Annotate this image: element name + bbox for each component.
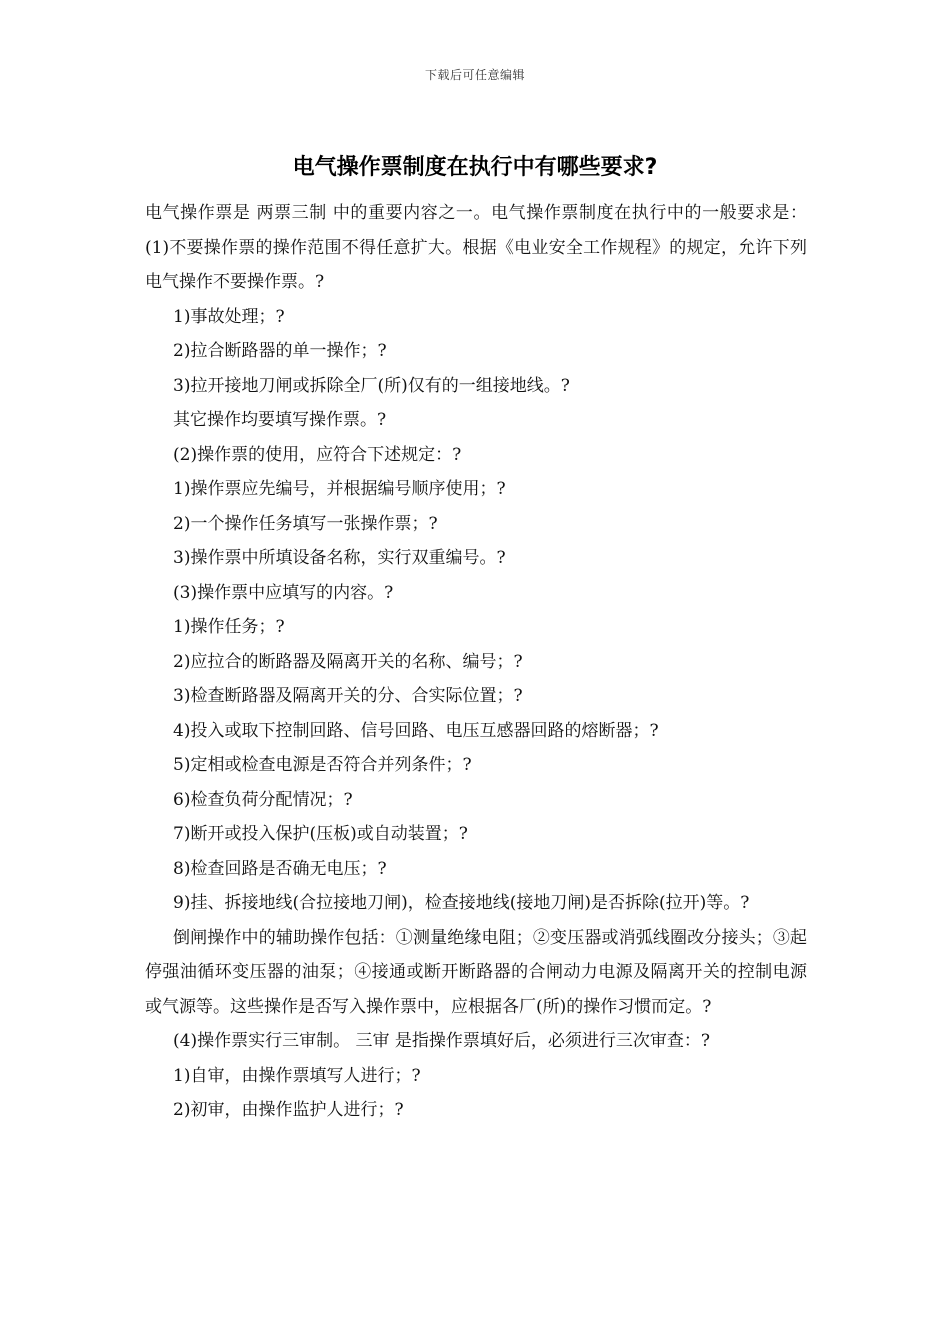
- paragraph: 2)一个操作任务填写一张操作票；?: [173, 513, 438, 534]
- paragraph: 1)操作票应先编号，并根据编号顺序使用；?: [173, 479, 506, 499]
- document-title: 电气操作票制度在执行中有哪些要求?: [292, 155, 658, 180]
- paragraph: (4)操作票实行三审制。 三审 是指操作票填好后，必须进行三次审查：?: [173, 1031, 711, 1051]
- paragraph: 3)检查断路器及隔离开关的分、合实际位置；?: [173, 686, 523, 706]
- paragraph: (3)操作票中应填写的内容。?: [173, 582, 394, 603]
- paragraph: 5)定相或检查电源是否符合并列条件；?: [173, 755, 472, 775]
- paragraph: 倒闸操作中的辅助操作包括：①测量绝缘电阻；②变压器或消弧线圈改分接头；③起停强油循环变压器的油泵；④接通或断开断路器的合闸动力电源及隔离开关的控制电源或气源等。这些操作是否写入操作票中，应根据各厂(所)的操作习惯而定。?: [145, 927, 807, 1017]
- paragraph: 1)事故处理；?: [173, 306, 285, 327]
- paragraph: 2)初审，由操作监护人进行；?: [173, 1100, 404, 1120]
- paragraph: 电气操作票是 两票三制 中的重要内容之一。电气操作票制度在执行中的一般要求是：(1)不要操作票的操作范围不得任意扩大。根据《电业安全工作规程》的规定，允许下列电气操作不要操作票。?: [145, 203, 807, 292]
- paragraph: 6)检查负荷分配情况；?: [173, 789, 353, 810]
- paragraph: 其它操作均要填写操作票。?: [173, 410, 387, 430]
- paragraph: (2)操作票的使用，应符合下述规定：?: [173, 444, 462, 465]
- paragraph: 8)检查回路是否确无电压；?: [173, 858, 387, 879]
- paragraph: 1)操作任务；?: [173, 617, 285, 637]
- document-body: [145, 196, 807, 1128]
- paragraph: 2)拉合断路器的单一操作；?: [173, 341, 387, 361]
- header-note: 下载后可任意编辑: [424, 68, 525, 82]
- paragraph: 3)操作票中所填设备名称，实行双重编号。?: [173, 548, 506, 568]
- paragraph: 7)断开或投入保护(压板)或自动装置；?: [173, 824, 468, 844]
- paragraph: 3)拉开接地刀闸或拆除全厂(所)仅有的一组接地线。?: [173, 375, 570, 396]
- paragraph: 9)挂、拆接地线(合拉接地刀闸)，检查接地线(接地刀闸)是否拆除(拉开)等。?: [173, 893, 750, 913]
- paragraph: 4)投入或取下控制回路、信号回路、电压互感器回路的熔断器；?: [173, 720, 659, 741]
- paragraph: 1)自审，由操作票填写人进行；?: [173, 1065, 421, 1086]
- paragraph: 2)应拉合的断路器及隔离开关的名称、编号；?: [173, 651, 523, 672]
